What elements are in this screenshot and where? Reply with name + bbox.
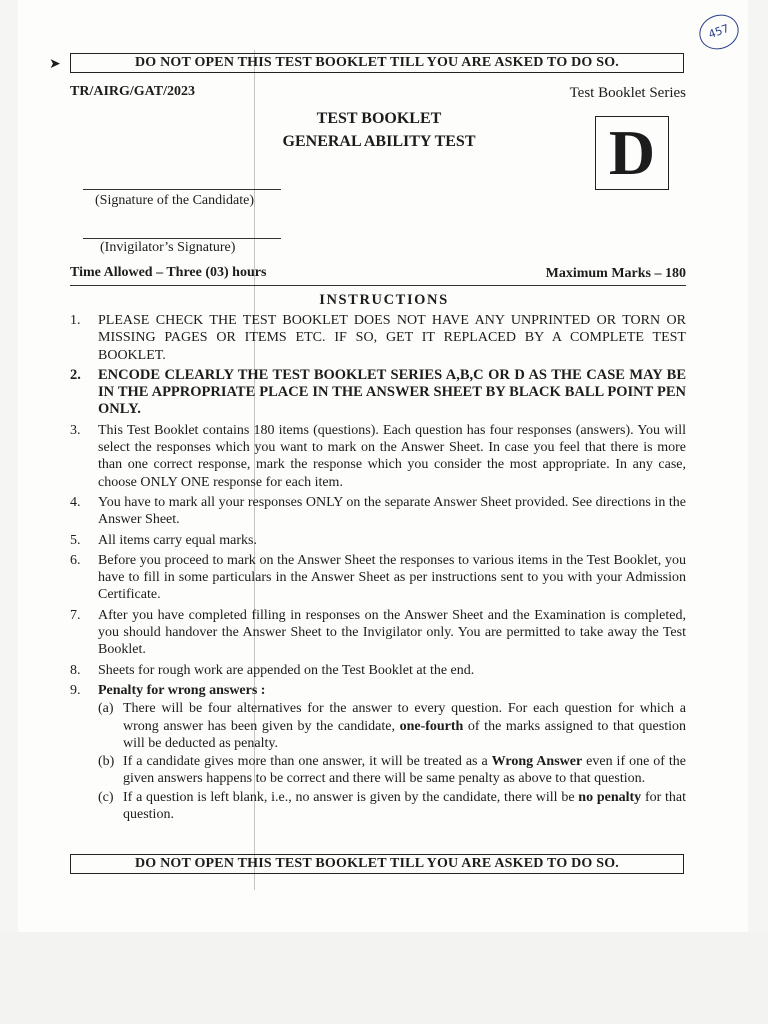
handwritten-number-stamp: 457 [694, 9, 743, 55]
clause-label: (c) [98, 789, 114, 805]
penalty-clause-c [98, 789, 686, 824]
item-number: 8. [70, 662, 81, 678]
invigilator-signature-label: (Invigilator’s Signature) [100, 240, 236, 255]
item-number: 4. [70, 494, 81, 510]
clause-emphasis: one-fourth [399, 718, 464, 734]
list-item [70, 312, 686, 364]
series-label: Test Booklet Series [569, 85, 686, 101]
list-item [70, 494, 686, 529]
item-number: 9. [70, 682, 81, 698]
bottom-notice-banner: DO NOT OPEN THIS TEST BOOKLET TILL YOU ARE ASKED TO DO SO. [70, 854, 684, 874]
instructions-heading: INSTRUCTIONS [319, 292, 449, 308]
item-text: ENCODE CLEARLY THE TEST BOOKLET SERIES A,B,C OR D AS THE CASE MAY BE IN THE APPROPRIATE PLACE IN THE ANSWER SHEET BY BLACK BALL POINT PEN ONLY. [98, 366, 686, 418]
penalty-heading: Penalty for wrong answers : [98, 682, 266, 698]
item-number: 6. [70, 552, 81, 568]
item-text: PLEASE CHECK THE TEST BOOKLET DOES NOT HAVE ANY UNPRINTED OR TORN OR MISSING PAGES OR ITEMS ETC. IF SO, GET IT REPLACED BY A COMPLETE TEST BOOKLET. [98, 313, 686, 363]
list-item [70, 607, 686, 659]
penalty-clause-b [98, 753, 686, 788]
series-letter-box: D [595, 116, 669, 190]
arrow-mark-icon: ➤ [49, 57, 61, 72]
clause-text: If a question is left blank, i.e., no answer is given by the candidate, there will be [123, 789, 579, 805]
list-item [70, 662, 686, 679]
booklet-title: TEST BOOKLET [316, 110, 442, 127]
instructions-list [70, 312, 686, 826]
top-notice-banner: DO NOT OPEN THIS TEST BOOKLET TILL YOU ARE ASKED TO DO SO. [70, 53, 684, 73]
clause-label: (a) [98, 701, 114, 717]
penalty-clause-a [98, 700, 686, 752]
maximum-marks: Maximum Marks – 180 [545, 266, 686, 281]
list-item [70, 532, 686, 549]
item-number: 2. [70, 366, 81, 383]
item-text: Before you proceed to mark on the Answer Sheet the responses to various items in the Test Booklet, you have to fill in some particulars in the Answer Sheet as per instructions sent to you with your Admission Certificate. [98, 552, 686, 603]
item-text: After you have completed filling in responses on the Answer Sheet and the Examination is completed, you should handover the Answer Sheet to the Invigilator only. You are permitted to take away the Test Booklet. [98, 607, 686, 658]
scan-margin [0, 932, 768, 1024]
clause-text: There will be four alternatives for the answer to every question. For each question for which a wrong answer has been given by the candidate, [123, 701, 686, 734]
list-item [70, 682, 686, 823]
item-text: Sheets for rough work are appended on the Test Booklet at the end. [98, 662, 475, 678]
item-number: 3. [70, 422, 81, 438]
test-name: GENERAL ABILITY TEST [282, 133, 476, 150]
clause-text: even if one of the given answers happens to be correct and there will be same penalty as above to that question. [123, 754, 686, 787]
clause-text: of the marks assigned to that question will be deducted as penalty. [123, 718, 686, 751]
clause-text: for that question. [123, 789, 687, 823]
list-item [70, 422, 686, 491]
clause-emphasis: Wrong Answer [491, 754, 583, 770]
item-number: 5. [70, 532, 81, 548]
divider-rule [70, 285, 686, 286]
list-item [70, 367, 686, 419]
item-text: This Test Booklet contains 180 items (questions). Each question has four responses (answers). You will select the responses which you want to mark on the Answer Sheet. In case you feel that there is more than one correct response, mark the response which you consider the most appropriate. In any case, choose ONLY ONE response for each item. [98, 422, 686, 490]
clause-label: (b) [98, 754, 115, 770]
candidate-signature-label: (Signature of the Candidate) [95, 193, 255, 208]
list-item [70, 552, 686, 604]
clause-emphasis: no penalty [578, 789, 642, 805]
clause-text: If a candidate gives more than one answer, it will be treated as a [123, 754, 492, 770]
candidate-signature-line [83, 189, 281, 190]
item-text: All items carry equal marks. [98, 532, 258, 548]
item-text: You have to mark all your responses ONLY on the separate Answer Sheet provided. See directions in the Answer Sheet. [98, 494, 686, 528]
exam-code: TR/AIRG/GAT/2023 [70, 84, 195, 99]
time-allowed: Time Allowed – Three (03) hours [70, 265, 267, 280]
invigilator-signature-line [83, 238, 281, 239]
item-number: 1. [70, 313, 81, 328]
item-number: 7. [70, 607, 81, 623]
